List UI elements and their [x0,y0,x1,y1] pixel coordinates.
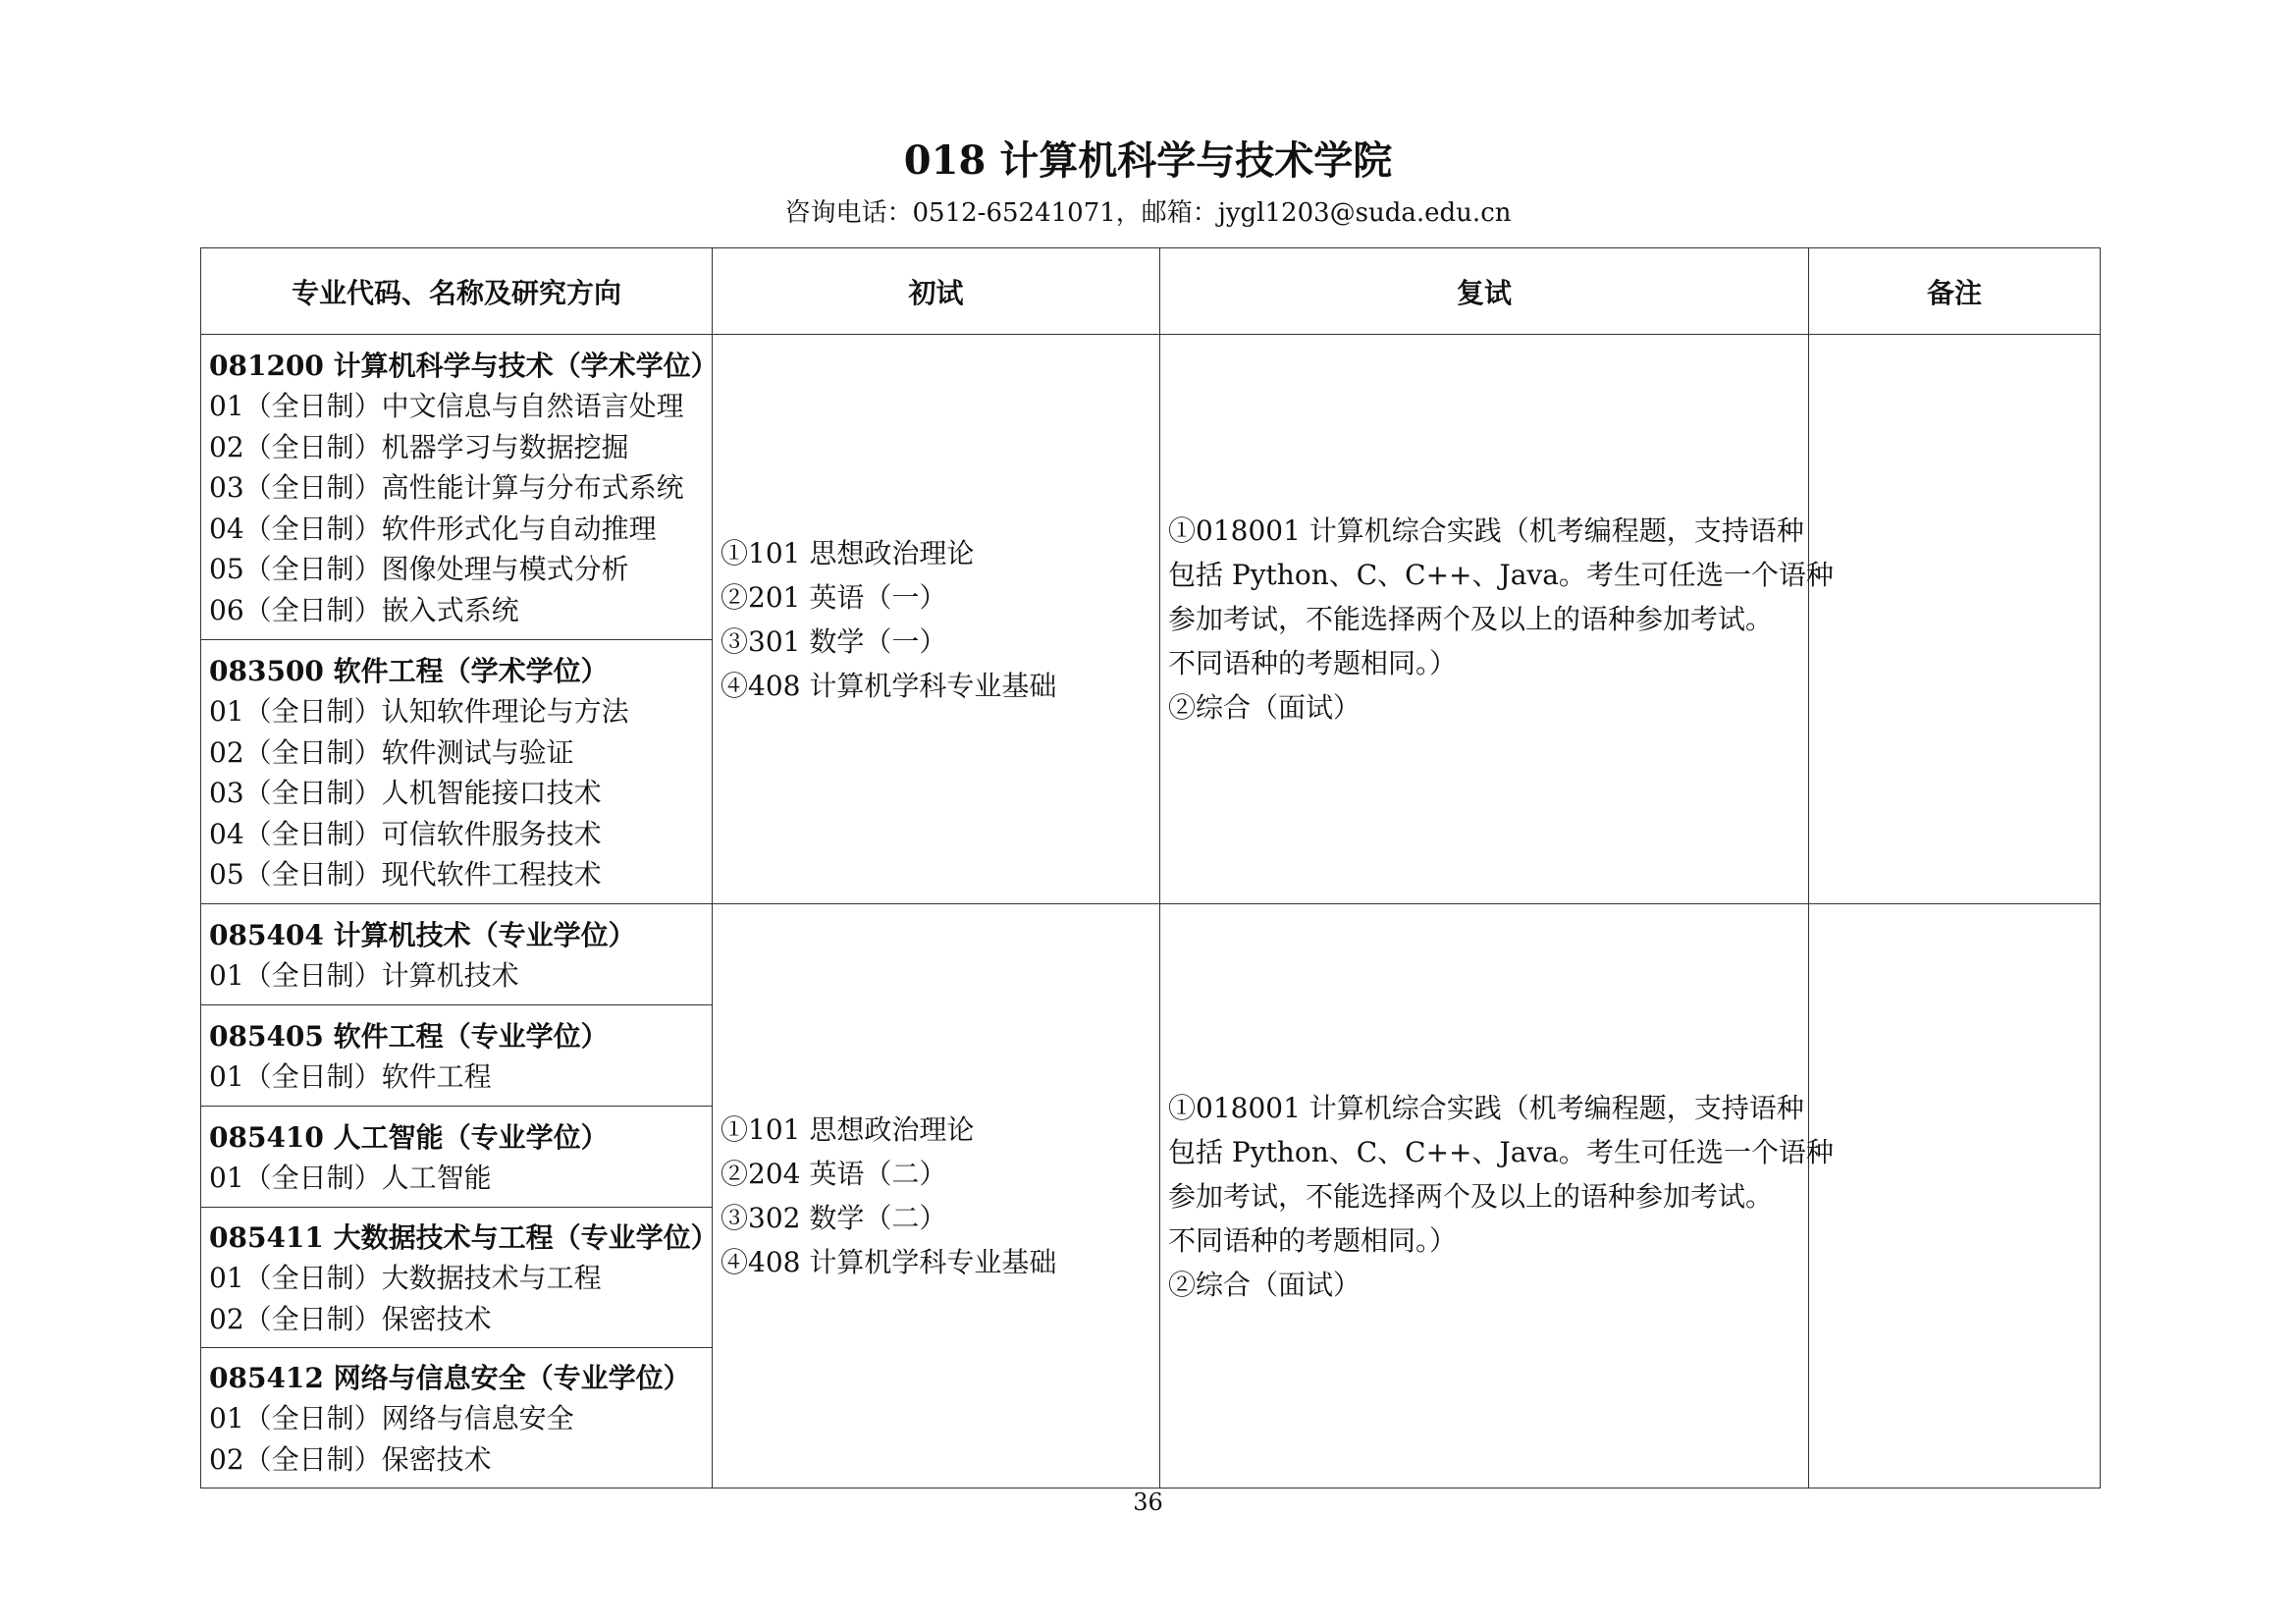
retest-line: 包括 Python、C、C++、Java。考生可任选一个语种 [1168,559,1834,591]
retest-line: 参加考试，不能选择两个及以上的语种参加考试。 [1168,603,1774,635]
initial-exam-subjects [713,904,1160,1489]
major-direction: 01（全日制）网络与信息安全 [209,1402,574,1435]
notes-cell [1809,335,2101,904]
major-title: 085410 人工智能（专业学位） [209,1120,609,1154]
table-header-row [201,248,2101,335]
header-initial-exam: 初试 [713,248,1160,335]
major-title: 081200 计算机科学与技术（学术学位） [209,349,719,382]
major-cell [201,904,713,1005]
exam-subject: ②201 英语（一） [721,580,947,614]
exam-subject: ①101 思想政治理论 [721,1113,975,1146]
retest-line: ①018001 计算机综合实践（机考编程题，支持语种 [1168,1091,1804,1124]
retest-content [1160,335,1834,904]
major-direction: 03（全日制）高性能计算与分布式系统 [209,471,684,505]
exam-subject: ③302 数学（二） [721,1202,947,1234]
major-direction: 06（全日制）嵌入式系统 [209,593,519,626]
major-direction: 01（全日制）软件工程 [209,1060,492,1093]
major-title: 085405 软件工程（专业学位） [209,1019,609,1053]
retest-line: ②综合（面试） [1168,691,1362,724]
major-title: 085412 网络与信息安全（专业学位） [209,1361,691,1394]
major-title: 085404 计算机技术（专业学位） [209,918,636,951]
table-row [201,335,2101,640]
header-major: 专业代码、名称及研究方向 [201,248,713,335]
major-direction: 04（全日制）可信软件服务技术 [209,817,602,850]
major-cell [201,640,713,904]
major-direction: 05（全日制）图像处理与模式分析 [209,553,629,586]
exam-subject: ①101 思想政治理论 [721,536,975,569]
exam-subject: ③301 数学（一） [721,624,947,658]
initial-exam-subjects [713,335,1160,904]
header-notes: 备注 [1809,248,2101,335]
exam-subject: ④408 计算机学科专业基础 [721,669,1057,702]
retest-line: 包括 Python、C、C++、Java。考生可任选一个语种 [1168,1135,1834,1168]
retest-line: ②综合（面试） [1168,1268,1362,1301]
major-direction: 01（全日制）人工智能 [209,1162,492,1194]
page-number: 36 [1133,1489,1163,1516]
major-cell [201,1107,713,1208]
major-title: 083500 软件工程（学术学位） [209,654,609,687]
exam-subject: ④408 计算机学科专业基础 [721,1246,1057,1278]
retest-line: 不同语种的考题相同。） [1168,647,1458,679]
header-retest: 复试 [1160,248,1809,335]
retest-line: ①018001 计算机综合实践（机考编程题，支持语种 [1168,514,1804,547]
major-direction: 01（全日制）中文信息与自然语言处理 [209,390,684,423]
retest-content [1160,904,1834,1489]
major-cell [201,1348,713,1489]
major-direction: 01（全日制）认知软件理论与方法 [209,695,629,728]
notes-cell [1809,904,2101,1489]
major-direction: 02（全日制）保密技术 [209,1442,492,1476]
major-direction: 04（全日制）软件形式化与自动推理 [209,512,657,545]
page-title: 018 计算机科学与技术学院 [903,137,1393,184]
table-row [201,904,2101,1005]
major-direction: 03（全日制）人机智能接口技术 [209,777,602,809]
retest-line: 不同语种的考题相同。） [1168,1223,1458,1257]
admissions-table [200,247,2101,1489]
major-direction: 02（全日制）软件测试与验证 [209,735,574,769]
major-cell [201,1208,719,1348]
retest-line: 参加考试，不能选择两个及以上的语种参加考试。 [1168,1179,1774,1213]
major-direction: 02（全日制）机器学习与数据挖掘 [209,430,629,463]
contact-info: 咨询电话：0512-65241071，邮箱：jygl1203@suda.edu.cn [784,198,1512,228]
major-title: 085411 大数据技术与工程（专业学位） [209,1220,719,1254]
major-direction: 02（全日制）保密技术 [209,1302,492,1335]
major-direction: 01（全日制）计算机技术 [209,959,519,992]
exam-subject: ②204 英语（二） [721,1158,947,1190]
major-cell [201,335,719,640]
major-direction: 01（全日制）大数据技术与工程 [209,1262,602,1295]
major-direction: 05（全日制）现代软件工程技术 [209,858,602,891]
major-cell [201,1005,713,1107]
